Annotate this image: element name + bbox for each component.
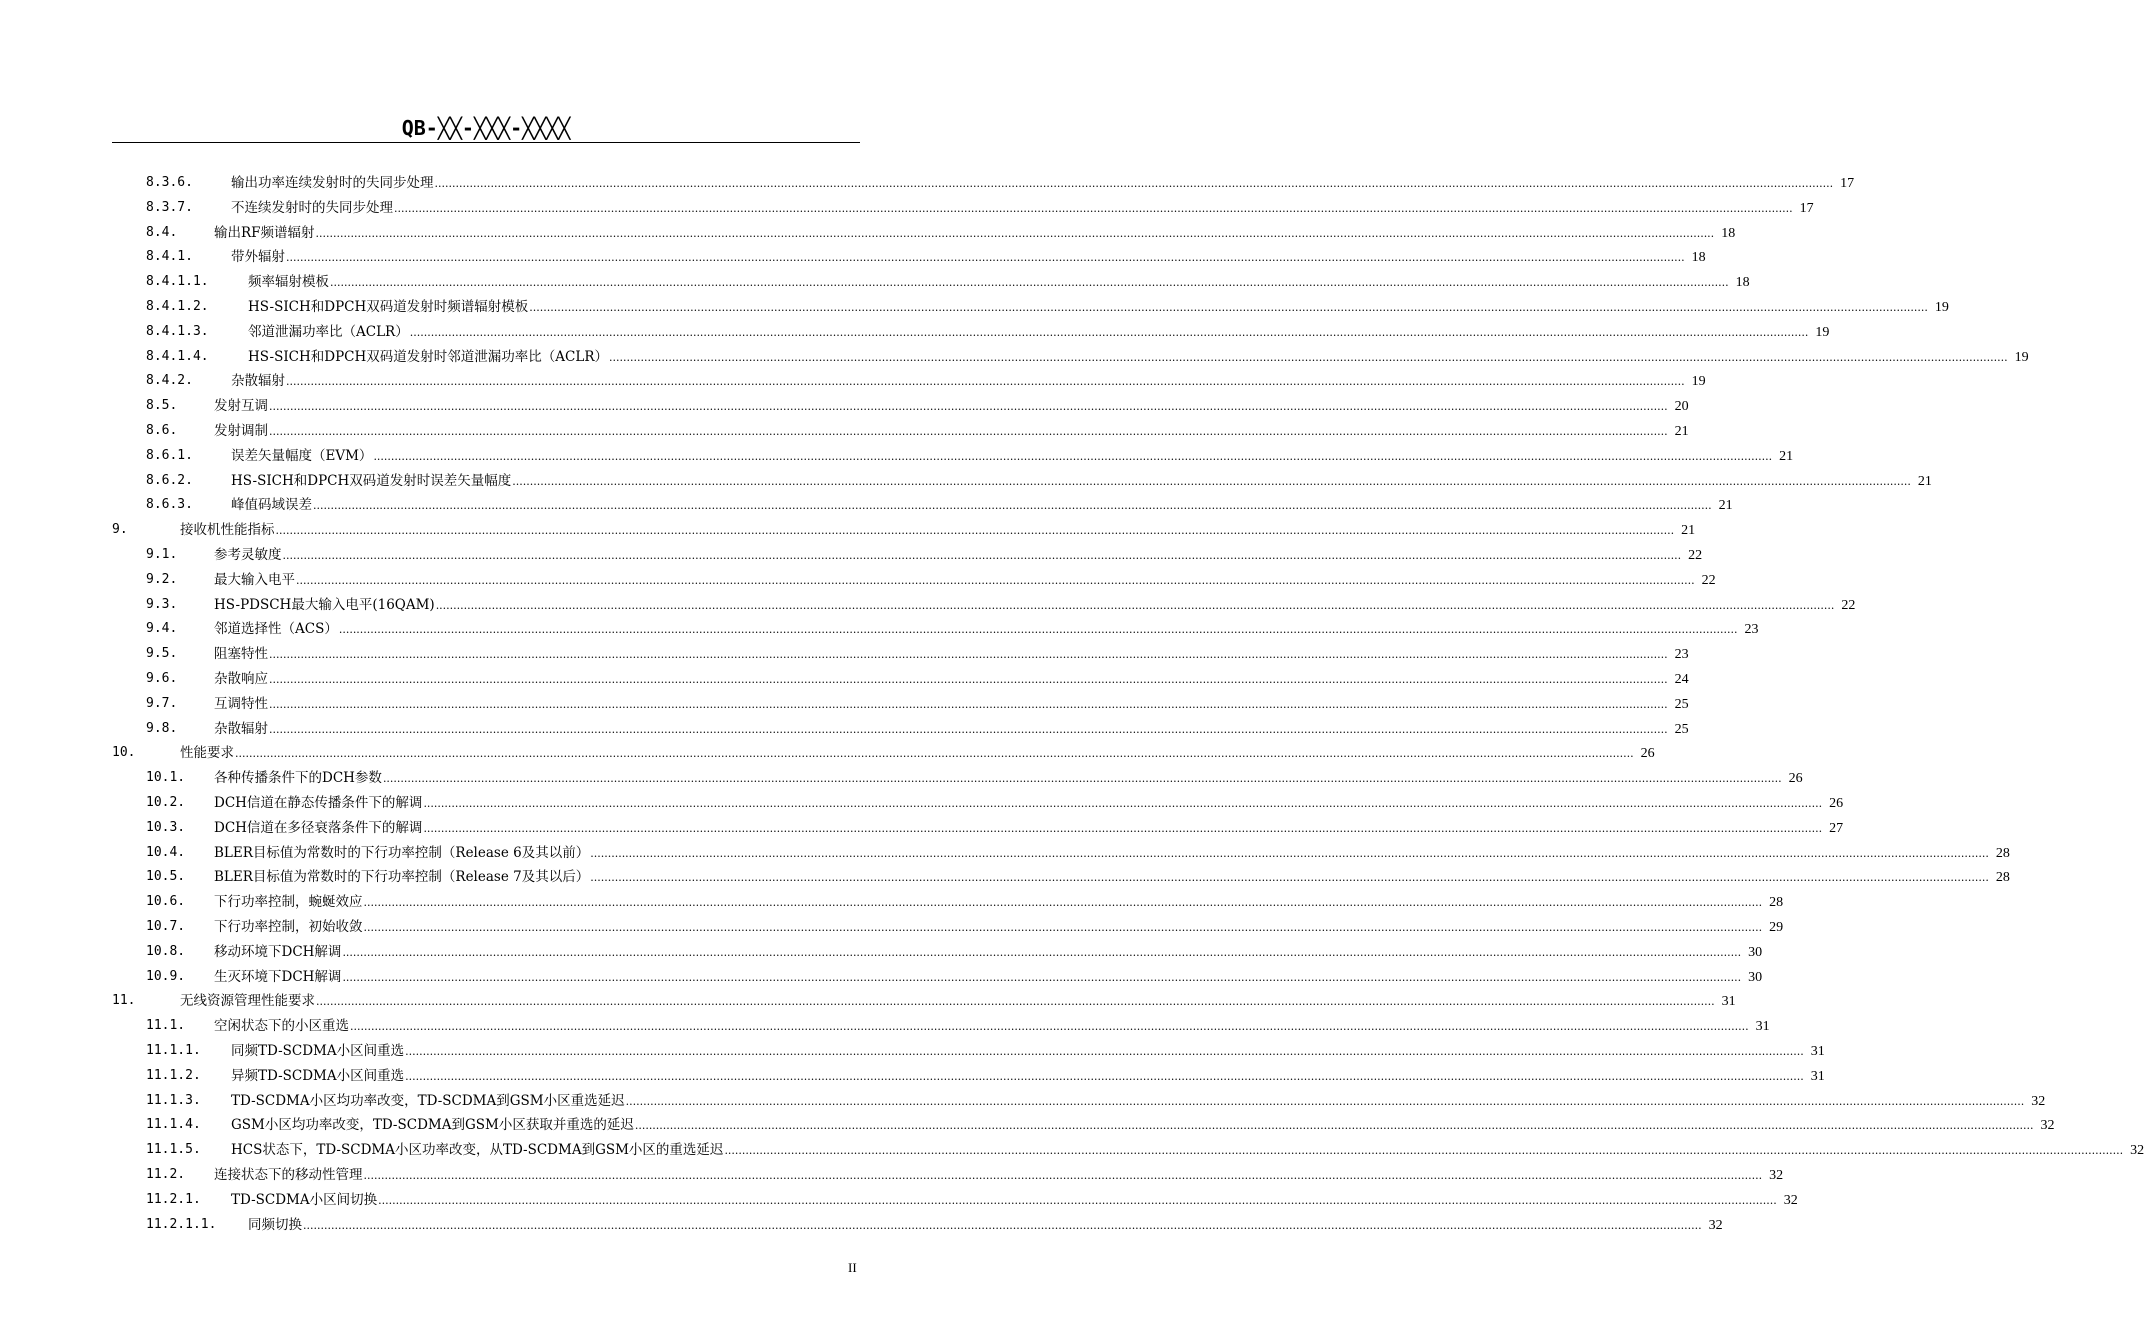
toc-entry-title: 生灭环境下DCH解调 xyxy=(214,968,342,985)
toc-entry-page: 26 xyxy=(1640,746,1655,762)
toc-entry-title: TD-SCDMA小区间切换 xyxy=(231,1191,378,1208)
toc-dot-leader: ................................................................................................................................................................................................................................................................................................................................................................................................................ xyxy=(363,921,1763,934)
toc-entry-title: 最大输入电平 xyxy=(214,571,295,588)
toc-entry-number: 10.3. xyxy=(146,819,186,835)
toc-entry-title: 输出功率连续发射时的失同步处理 xyxy=(231,175,434,191)
toc-dot-leader: ................................................................................................................................................................................................................................................................................................................................................................................................................ xyxy=(313,499,1712,513)
toc-dot-leader: ................................................................................................................................................................................................................................................................................................................................................................................................................ xyxy=(382,772,1782,786)
toc-entry-number: 9.4. xyxy=(146,621,178,637)
toc-dot-leader: ................................................................................................................................................................................................................................................................................................................................................................................................................ xyxy=(373,449,1773,463)
toc-entry-title: HS-SICH和DPCH双码道发射时邻道泄漏功率比（ACLR） xyxy=(248,348,608,365)
toc-entry[interactable] xyxy=(0,196,1814,220)
toc-dot-leader: ................................................................................................................................................................................................................................................................................................................................................................................................................ xyxy=(634,1119,2034,1133)
toc-entry-number: 9. xyxy=(112,522,128,538)
toc-entry-number: 8.6.3. xyxy=(146,497,193,513)
toc-entry-page: 25 xyxy=(1674,721,1689,737)
toc-entry-number: 10.7. xyxy=(146,919,186,934)
toc-entry-number: 8.5. xyxy=(146,398,178,414)
toc-dot-leader: ................................................................................................................................................................................................................................................................................................................................................................................................................ xyxy=(269,400,1668,414)
toc-entry-page: 28 xyxy=(1995,845,2010,861)
toc-entry-page: 25 xyxy=(1674,696,1689,712)
toc-entry[interactable] xyxy=(0,1039,1825,1063)
toc-entry[interactable] xyxy=(0,989,1736,1013)
toc-entry-page: 31 xyxy=(1810,1044,1825,1059)
toc-entry[interactable] xyxy=(0,1064,1825,1088)
toc-dot-leader: ................................................................................................................................................................................................................................................................................................................................................................................................................ xyxy=(350,1020,1749,1034)
toc-entry-number: 8.6.2. xyxy=(146,472,193,488)
toc-entry-number: 9.3. xyxy=(146,596,178,612)
toc-entry-number: 9.8. xyxy=(146,720,178,736)
toc-entry-page: 21 xyxy=(1681,523,1696,539)
toc-entry-page: 27 xyxy=(1829,820,1844,836)
toc-entry-page: 23 xyxy=(1744,622,1759,638)
toc-entry-title: 邻道选择性（ACS） xyxy=(214,621,338,638)
toc-entry-title: 频率辐射模板 xyxy=(248,274,329,291)
toc-entry[interactable] xyxy=(0,593,1856,617)
toc-dot-leader: ................................................................................................................................................................................................................................................................................................................................................................................................................ xyxy=(269,425,1668,438)
toc-entry-title: 移动环境下DCH解调 xyxy=(214,943,342,960)
toc-entry-number: 11. xyxy=(112,993,136,1009)
toc-dot-leader: ................................................................................................................................................................................................................................................................................................................................................................................................................ xyxy=(394,201,1793,215)
toc-dot-leader: ................................................................................................................................................................................................................................................................................................................................................................................................................ xyxy=(724,1144,2124,1158)
toc-entry-number: 11.1. xyxy=(146,1018,186,1034)
toc-entry-title: BLER目标值为常数时的下行功率控制（Release 6及其以前） xyxy=(214,844,590,861)
toc-entry[interactable] xyxy=(0,1163,1784,1187)
toc-dot-leader: ................................................................................................................................................................................................................................................................................................................................................................................................................ xyxy=(363,1169,1763,1182)
toc-entry-page: 22 xyxy=(1688,548,1703,563)
toc-entry[interactable] xyxy=(0,1138,2144,1162)
toc-dot-leader: ................................................................................................................................................................................................................................................................................................................................................................................................................ xyxy=(342,970,1742,984)
toc-entry-page: 21 xyxy=(1779,448,1794,464)
toc-entry-number: 8.4.1.4. xyxy=(146,348,209,364)
toc-entry[interactable] xyxy=(0,171,1855,195)
toc-entry-page: 32 xyxy=(2130,1143,2144,1159)
toc-dot-leader: ................................................................................................................................................................................................................................................................................................................................................................................................................ xyxy=(315,226,1715,240)
toc-dot-leader: ................................................................................................................................................................................................................................................................................................................................................................................................................ xyxy=(529,301,1928,314)
toc-entry-number: 8.4.1.1. xyxy=(146,274,209,290)
toc-dot-leader: ................................................................................................................................................................................................................................................................................................................................................................................................................ xyxy=(405,1069,1804,1083)
toc-entry-title: 邻道泄漏功率比（ACLR） xyxy=(248,323,409,340)
toc-entry[interactable] xyxy=(0,692,1689,716)
toc-entry-page: 31 xyxy=(1755,1019,1770,1035)
toc-dot-leader: ................................................................................................................................................................................................................................................................................................................................................................................................................ xyxy=(409,325,1809,339)
toc-entry[interactable] xyxy=(0,1014,1770,1038)
toc-entry-page: 32 xyxy=(1708,1217,1723,1233)
toc-entry-title: 接收机性能指标 xyxy=(180,522,275,539)
toc-entry-page: 17 xyxy=(1840,176,1855,191)
toc-entry-number: 10.1. xyxy=(146,770,186,786)
toc-entry-number: 8.6.1. xyxy=(146,447,193,463)
toc-entry[interactable] xyxy=(0,493,1733,517)
toc-entry-number: 11.1.4. xyxy=(146,1117,201,1133)
toc-entry[interactable] xyxy=(0,469,1932,493)
toc-entry-number: 11.2.1. xyxy=(146,1191,201,1207)
toc-entry-page: 17 xyxy=(1799,200,1814,216)
toc-dot-leader: ................................................................................................................................................................................................................................................................................................................................................................................................................ xyxy=(342,945,1742,959)
toc-entry[interactable] xyxy=(0,766,1803,790)
toc-dot-leader: ................................................................................................................................................................................................................................................................................................................................................................................................................ xyxy=(282,549,1682,562)
toc-entry-number: 9.1. xyxy=(146,547,178,562)
toc-entry-number: 9.2. xyxy=(146,571,178,587)
toc-entry-title: 连接状态下的移动性管理 xyxy=(214,1167,363,1183)
toc-entry[interactable] xyxy=(0,642,1689,666)
toc-entry[interactable] xyxy=(0,667,1689,691)
toc-entry-number: 11.2. xyxy=(146,1167,186,1182)
toc-entry-title: 发射调制 xyxy=(214,423,268,439)
toc-entry-number: 8.4.1. xyxy=(146,249,193,265)
toc-entry-page: 28 xyxy=(1769,895,1784,911)
toc-entry-page: 30 xyxy=(1748,969,1763,985)
toc-entry-title: 同频切换 xyxy=(248,1216,302,1233)
toc-entry[interactable] xyxy=(0,295,1949,319)
toc-entry[interactable] xyxy=(0,518,1696,542)
toc-entry-page: 22 xyxy=(1701,572,1716,588)
toc-entry-page: 31 xyxy=(1810,1068,1825,1084)
toc-dot-leader: ................................................................................................................................................................................................................................................................................................................................................................................................................ xyxy=(405,1045,1804,1058)
toc-entry[interactable] xyxy=(0,940,1763,964)
toc-entry-title: 发射互调 xyxy=(214,398,268,415)
toc-entry-number: 8.4.1.3. xyxy=(146,323,209,339)
toc-entry-page: 19 xyxy=(1691,374,1706,390)
toc-entry[interactable] xyxy=(0,369,1706,393)
toc-entry-number: 9.6. xyxy=(146,671,178,686)
toc-entry[interactable] xyxy=(0,617,1759,641)
toc-entry[interactable] xyxy=(0,1113,2055,1137)
toc-dot-leader: ................................................................................................................................................................................................................................................................................................................................................................................................................ xyxy=(235,747,1634,761)
toc-dot-leader: ................................................................................................................................................................................................................................................................................................................................................................................................................ xyxy=(338,623,1738,637)
toc-dot-leader: ................................................................................................................................................................................................................................................................................................................................................................................................................ xyxy=(330,276,1729,290)
toc-entry-page: 26 xyxy=(1829,796,1844,811)
toc-entry-title: HCS状态下，TD-SCDMA小区功率改变，从TD-SCDMA到GSM小区的重选延迟 xyxy=(231,1142,724,1159)
toc-entry[interactable] xyxy=(0,345,2029,369)
toc-entry-title: 互调特性 xyxy=(214,695,268,712)
toc-entry[interactable] xyxy=(0,543,1703,567)
toc-entry-title: DCH信道在静态传播条件下的解调 xyxy=(214,795,423,811)
toc-entry-page: 22 xyxy=(1841,597,1856,613)
toc-entry-title: 杂散响应 xyxy=(214,671,268,687)
toc-entry-page: 21 xyxy=(1917,473,1932,489)
toc-entry-page: 32 xyxy=(2040,1118,2055,1134)
toc-dot-leader: ................................................................................................................................................................................................................................................................................................................................................................................................................ xyxy=(269,697,1668,711)
toc-entry-title: 带外辐射 xyxy=(231,249,285,266)
toc-entry-number: 8.3.7. xyxy=(146,199,193,215)
toc-entry-title: 杂散辐射 xyxy=(214,720,268,737)
toc-dot-leader: ................................................................................................................................................................................................................................................................................................................................................................................................................ xyxy=(590,846,1989,860)
toc-entry-page: 19 xyxy=(1934,300,1949,315)
toc-entry[interactable] xyxy=(0,915,1784,939)
toc-entry-title: 同频TD-SCDMA小区间重选 xyxy=(231,1043,405,1059)
toc-entry[interactable] xyxy=(0,890,1784,914)
toc-entry-title: TD-SCDMA小区均功率改变，TD-SCDMA到GSM小区重选延迟 xyxy=(231,1092,625,1109)
toc-entry-number: 10.4. xyxy=(146,844,186,860)
toc-entry[interactable] xyxy=(0,841,2010,865)
toc-dot-leader: ................................................................................................................................................................................................................................................................................................................................................................................................................ xyxy=(378,1193,1777,1207)
toc-entry[interactable] xyxy=(0,394,1689,418)
toc-entry-number: 10. xyxy=(112,745,136,761)
toc-entry[interactable] xyxy=(0,1089,2046,1113)
toc-entry-title: 空闲状态下的小区重选 xyxy=(214,1018,349,1035)
toc-entry-number: 10.6. xyxy=(146,894,186,910)
toc-entry-title: HS-SICH和DPCH双码道发射时频谱辐射模板 xyxy=(248,299,529,315)
toc-entry-number: 8.4.2. xyxy=(146,373,193,389)
toc-dot-leader: ................................................................................................................................................................................................................................................................................................................................................................................................................ xyxy=(275,524,1675,538)
toc-dot-leader: ................................................................................................................................................................................................................................................................................................................................................................................................................ xyxy=(423,821,1823,835)
page-header xyxy=(112,112,860,143)
toc-entry-number: 8.6. xyxy=(146,423,178,438)
toc-entry[interactable] xyxy=(0,444,1794,468)
toc-entry-title: 下行功率控制，初始收敛 xyxy=(214,919,363,935)
toc-entry-page: 23 xyxy=(1674,647,1689,663)
toc-entry-page: 19 xyxy=(1815,324,1830,340)
toc-entry-page: 20 xyxy=(1674,399,1689,415)
toc-entry-number: 10.9. xyxy=(146,968,186,984)
toc-dot-leader: ................................................................................................................................................................................................................................................................................................................................................................................................................ xyxy=(296,573,1695,587)
toc-entry-page: 28 xyxy=(1995,870,2010,886)
toc-entry[interactable] xyxy=(0,245,1706,269)
toc-dot-leader: ................................................................................................................................................................................................................................................................................................................................................................................................................ xyxy=(286,375,1685,389)
toc-dot-leader: ................................................................................................................................................................................................................................................................................................................................................................................................................ xyxy=(625,1094,2025,1108)
toc-entry-title: 输出RF频谱辐射 xyxy=(214,224,315,241)
toc-dot-leader: ................................................................................................................................................................................................................................................................................................................................................................................................................ xyxy=(512,474,1911,488)
toc-entry-title: 下行功率控制，蜿蜒效应 xyxy=(214,894,363,911)
toc-entry[interactable] xyxy=(0,270,1750,294)
toc-entry[interactable] xyxy=(0,1188,1798,1212)
toc-entry-title: DCH信道在多径衰落条件下的解调 xyxy=(214,819,423,836)
document-code: QB-╳╳-╳╳╳-╳╳╳╳ xyxy=(401,116,571,140)
toc-dot-leader: ................................................................................................................................................................................................................................................................................................................................................................................................................ xyxy=(269,648,1668,662)
toc-entry-title: 性能要求 xyxy=(180,745,234,762)
toc-dot-leader: ................................................................................................................................................................................................................................................................................................................................................................................................................ xyxy=(434,177,1834,190)
toc-entry-number: 11.1.3. xyxy=(146,1092,201,1108)
toc-entry-page: 19 xyxy=(2014,349,2029,365)
toc-entry-number: 8.4.1.2. xyxy=(146,299,209,314)
toc-entry-title: 阻塞特性 xyxy=(214,646,268,663)
toc-entry[interactable] xyxy=(0,717,1689,741)
toc-entry-page: 24 xyxy=(1674,672,1689,687)
toc-dot-leader: ................................................................................................................................................................................................................................................................................................................................................................................................................ xyxy=(435,598,1835,612)
toc-entry-title: GSM小区均功率改变，TD-SCDMA到GSM小区获取并重选的延迟 xyxy=(231,1117,634,1134)
toc-entry-title: 各种传播条件下的DCH参数 xyxy=(214,770,382,787)
toc-entry-page: 32 xyxy=(1783,1192,1798,1208)
toc-entry-number: 10.5. xyxy=(146,869,186,885)
toc-dot-leader: ................................................................................................................................................................................................................................................................................................................................................................................................................ xyxy=(269,722,1668,736)
toc-entry-page: 18 xyxy=(1735,275,1750,291)
toc-entry-title: 误差矢量幅度（EVM） xyxy=(231,447,373,464)
toc-entry-page: 18 xyxy=(1721,225,1736,241)
toc-dot-leader: ................................................................................................................................................................................................................................................................................................................................................................................................................ xyxy=(269,673,1668,686)
toc-entry[interactable] xyxy=(0,1213,1723,1237)
toc-dot-leader: ................................................................................................................................................................................................................................................................................................................................................................................................................ xyxy=(286,251,1685,265)
toc-entry-number: 11.1.1. xyxy=(146,1043,201,1058)
toc-entry[interactable] xyxy=(0,221,1736,245)
toc-entry-title: HS-PDSCH最大输入电平(16QAM) xyxy=(214,596,435,613)
toc-entry[interactable] xyxy=(0,865,2010,889)
toc-entry-page: 32 xyxy=(2031,1093,2046,1109)
toc-entry-number: 9.7. xyxy=(146,695,178,711)
toc-entry[interactable] xyxy=(0,791,1844,815)
toc-entry[interactable] xyxy=(0,568,1716,592)
toc-entry-page: 21 xyxy=(1674,424,1689,439)
toc-entry[interactable] xyxy=(0,741,1655,765)
toc-dot-leader: ................................................................................................................................................................................................................................................................................................................................................................................................................ xyxy=(316,995,1715,1009)
toc-entry-title: HS-SICH和DPCH双码道发射时误差矢量幅度 xyxy=(231,472,512,489)
toc-entry-title: BLER目标值为常数时的下行功率控制（Release 7及其以后） xyxy=(214,869,590,886)
toc-entry-page: 32 xyxy=(1769,1168,1784,1183)
toc-entry-number: 11.2.1.1. xyxy=(146,1216,217,1232)
toc-entry-number: 11.1.2. xyxy=(146,1067,201,1083)
toc-entry-number: 10.8. xyxy=(146,943,186,959)
toc-entry[interactable] xyxy=(0,320,1830,344)
toc-entry-page: 31 xyxy=(1721,994,1736,1010)
toc-entry-title: 杂散辐射 xyxy=(231,373,285,390)
toc-entry-title: 异频TD-SCDMA小区间重选 xyxy=(231,1067,405,1084)
toc-dot-leader: ................................................................................................................................................................................................................................................................................................................................................................................................................ xyxy=(423,797,1823,810)
toc-entry[interactable] xyxy=(0,419,1689,443)
toc-entry-number: 9.5. xyxy=(146,646,178,662)
toc-dot-leader: ................................................................................................................................................................................................................................................................................................................................................................................................................ xyxy=(303,1218,1702,1232)
toc-dot-leader: ................................................................................................................................................................................................................................................................................................................................................................................................................ xyxy=(363,896,1763,910)
toc-entry-number: 11.1.5. xyxy=(146,1142,201,1158)
toc-entry-page: 29 xyxy=(1769,920,1784,935)
toc-dot-leader: ................................................................................................................................................................................................................................................................................................................................................................................................................ xyxy=(608,350,2008,364)
toc-entry-title: 不连续发射时的失同步处理 xyxy=(231,199,393,216)
toc-entry[interactable] xyxy=(0,816,1844,840)
toc-entry-page: 21 xyxy=(1718,498,1733,514)
toc-entry-page: 26 xyxy=(1788,771,1803,787)
toc-entry-number: 8.3.6. xyxy=(146,175,193,190)
toc-entry[interactable] xyxy=(0,965,1763,989)
toc-entry-title: 无线资源管理性能要求 xyxy=(180,993,315,1010)
toc-entry-page: 30 xyxy=(1748,944,1763,960)
toc-entry-page: 18 xyxy=(1691,250,1706,266)
page-number: II xyxy=(848,1260,857,1275)
toc-entry-title: 峰值码域误差 xyxy=(231,497,312,514)
toc-entry-title: 参考灵敏度 xyxy=(214,547,282,563)
toc-entry-number: 10.2. xyxy=(146,795,186,810)
toc-entry-number: 8.4. xyxy=(146,224,178,240)
toc-dot-leader: ................................................................................................................................................................................................................................................................................................................................................................................................................ xyxy=(590,871,1989,885)
